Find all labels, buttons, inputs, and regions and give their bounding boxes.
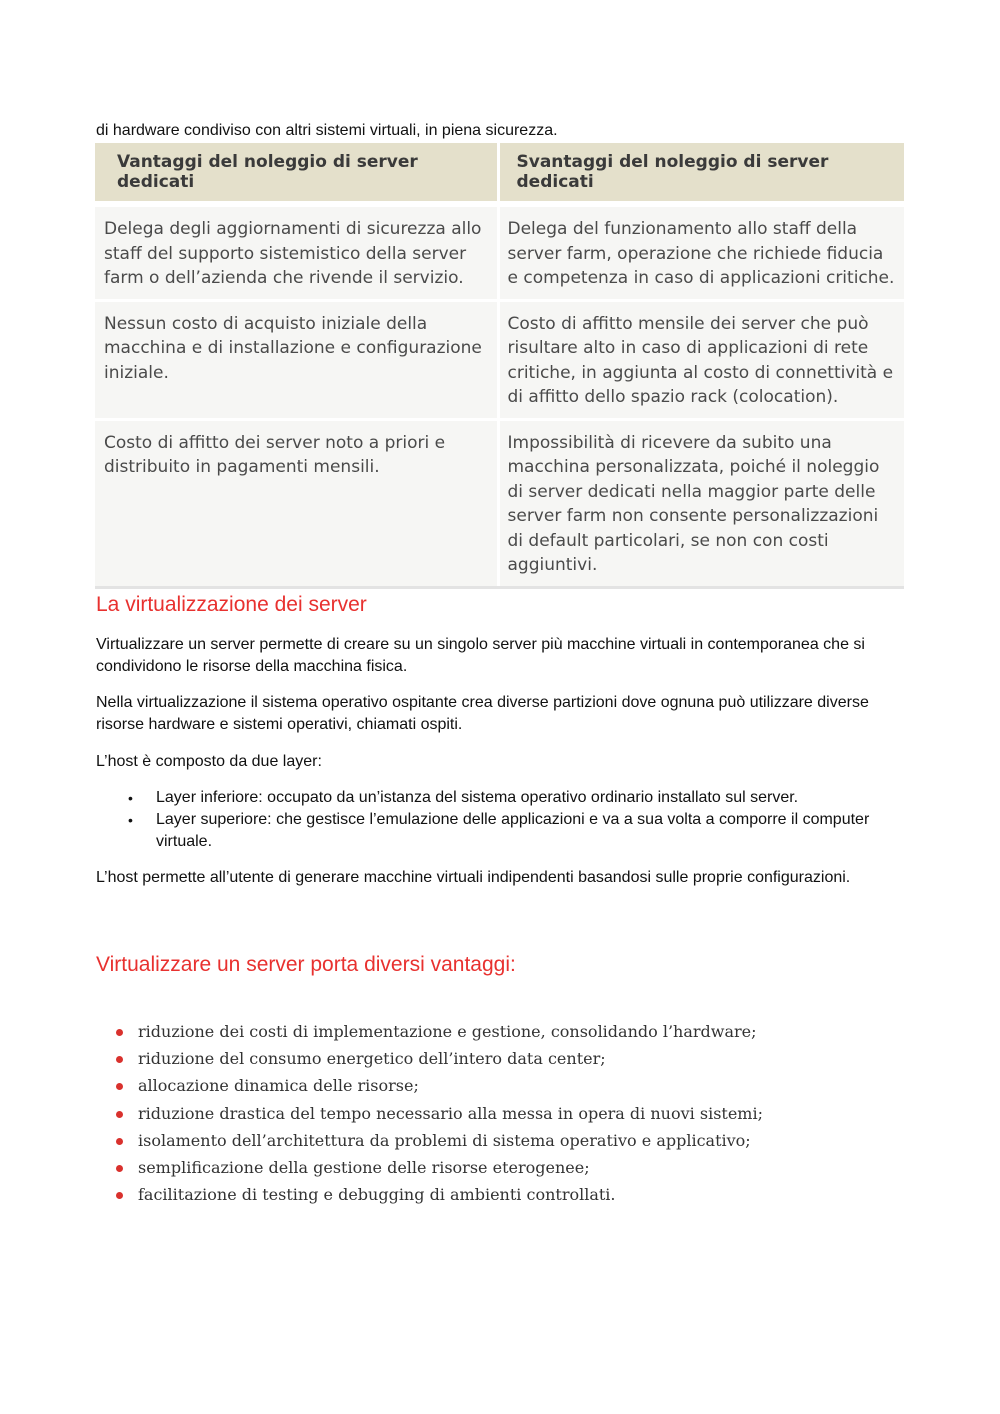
list-item-text: facilitazione di testing e debugging di ambienti controllati. (138, 1185, 616, 1205)
advantages-list (114, 1018, 874, 1208)
header-disadvantages: Svantaggi del noleggio di server dedicati (498, 143, 904, 204)
list-item-text: Layer inferiore: occupato da un’istanza del sistema operativo ordinario installato sul server. (156, 789, 799, 806)
paragraph: L’host è composto da due layer: (96, 753, 322, 770)
list-item-text: riduzione dei costi di implementazione e gestione, consolidando l’hardware; (138, 1022, 757, 1041)
comparison-table (95, 143, 904, 589)
table-header-row (95, 143, 904, 204)
paragraph: Nella virtualizzazione il sistema operativo ospitante crea diverse partizioni dove ognuna può utilizzare diverse risorse hardware e sistemi operativi, chiamati ospiti. (96, 694, 869, 733)
list-item (96, 809, 886, 853)
list-item-text: Layer superiore: che gestisce l’emulazione delle applicazioni e va a sua volta a comporre il computer virtuale. (156, 811, 870, 850)
list-item (114, 1045, 874, 1072)
table-cell: Nessun costo di acquisto iniziale della macchina e di installazione e configurazione iniziale. (95, 300, 498, 419)
red-bullet-icon (116, 1111, 123, 1118)
intro-text: di hardware condiviso con altri sistemi virtuali, in piena sicurezza. (96, 122, 558, 139)
table-row (95, 204, 904, 300)
list-item (114, 1100, 874, 1127)
table-cell: Costo di affitto dei server noto a priori e distribuito in pagamenti mensili. (95, 419, 498, 587)
table-cell: Costo di affitto mensile dei server che può risultare alto in caso di applicazioni di rete critiche, in aggiunta al costo di connettività e di affitto dello spazio rack (colocation). (498, 300, 904, 419)
list-item (114, 1018, 874, 1045)
red-bullet-icon (116, 1192, 123, 1199)
list-item (114, 1154, 874, 1181)
table-cell: Impossibilità di ricevere da subito una macchina personalizzata, poiché il noleggio di server dedicati nella maggior parte delle server farm non consente personalizzazioni di default particolari, se non con costi aggiuntivi. (498, 419, 904, 587)
red-bullet-icon (116, 1165, 123, 1172)
red-bullet-icon (116, 1056, 123, 1063)
host-layers-list (96, 787, 886, 853)
table-cell: Delega degli aggiornamenti di sicurezza allo staff del supporto sistemistico della server farm o dell’azienda che rivende il servizio. (95, 204, 498, 300)
list-item (114, 1127, 874, 1154)
table-row (95, 419, 904, 587)
table-cell: Delega del funzionamento allo staff della server farm, operazione che richiede fiducia e competenza in caso di applicazioni critiche. (498, 204, 904, 300)
table-row (95, 300, 904, 419)
red-bullet-icon (116, 1138, 123, 1145)
list-item (114, 1181, 874, 1208)
list-item-text: isolamento dell’architettura da problemi di sistema operativo e applicativo; (138, 1130, 751, 1150)
header-advantages: Vantaggi del noleggio di server dedicati (95, 143, 498, 204)
list-item-text: semplificazione della gestione delle risorse eterogenee; (138, 1158, 590, 1178)
bullet-icon: • (128, 790, 133, 806)
bullet-icon: • (128, 812, 133, 828)
list-item (96, 787, 886, 809)
red-bullet-icon (116, 1083, 123, 1090)
paragraph: L’host permette all’utente di generare macchine virtuali indipendenti basandosi sulle proprie configurazioni. (96, 869, 851, 886)
list-item-text: riduzione drastica del tempo necessario alla messa in opera di nuovi sistemi; (138, 1103, 763, 1123)
list-item (114, 1072, 874, 1099)
section-heading-virtualization: La virtualizzazione dei server (96, 593, 367, 616)
list-item-text: riduzione del consumo energetico dell’intero data center; (138, 1049, 606, 1069)
red-bullet-icon (116, 1029, 123, 1036)
paragraph: Virtualizzare un server permette di creare su un singolo server più macchine virtuali in contemporanea che si condividono le risorse della macchina fisica. (96, 636, 865, 675)
section-heading-advantages: Virtualizzare un server porta diversi vantaggi: (96, 953, 516, 976)
list-item-text: allocazione dinamica delle risorse; (138, 1076, 419, 1096)
